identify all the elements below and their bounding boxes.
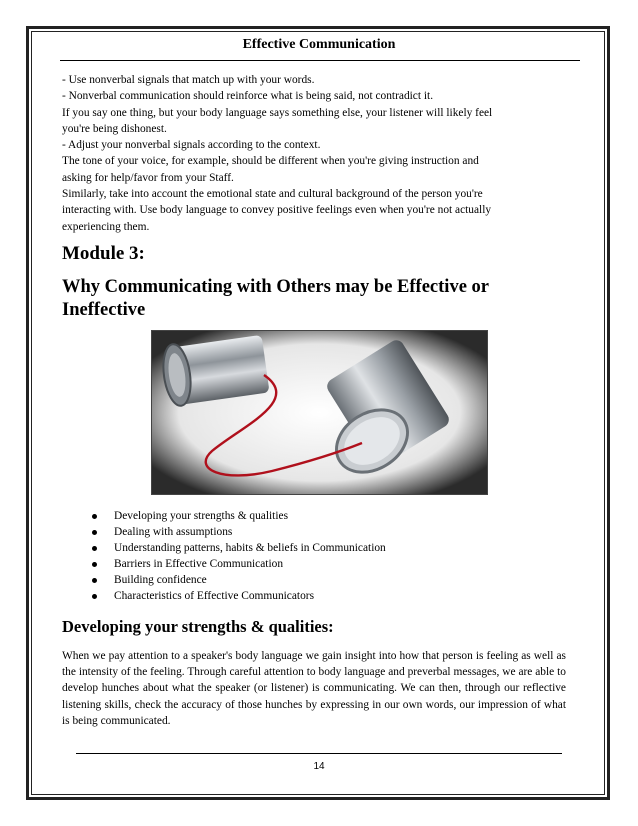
list-item: Dealing with assumptions <box>92 525 386 541</box>
bullet-icon <box>92 578 97 583</box>
list-item: Building confidence <box>92 573 386 589</box>
intro-line: - Nonverbal communication should reinforce what is being said, not contradict it. <box>62 90 434 103</box>
intro-line: - Adjust your nonverbal signals according to the context. <box>62 139 321 152</box>
list-item: Understanding patterns, habits & beliefs in Communication <box>92 541 386 557</box>
intro-line: - Use nonverbal signals that match up with your words. <box>62 74 315 86</box>
section-body: When we pay attention to a speaker's body language we gain insight into how that person is feeling as well as the intensity of the feeling. Through careful attention to body language and preverbal messages, we are able to develop hunches about what the speaker (or listener) is communicating. We can then, through our reflective listening skills, check the accuracy of those hunches by expressing in our own words, our impression of what is being communicated. <box>62 650 566 727</box>
intro-line: asking for help/favor from your Staff. <box>62 171 234 184</box>
header-rule <box>60 60 580 61</box>
footer-rule <box>76 753 562 754</box>
list-item: Characteristics of Effective Communicators <box>92 589 386 605</box>
page-number: 14 <box>313 761 325 772</box>
section-title: Developing your strengths & qualities: <box>62 617 334 636</box>
intro-text <box>62 72 572 235</box>
bullet-icon <box>92 562 97 567</box>
intro-line: interacting with. Use body language to convey positive feelings even when you're not actually <box>62 204 492 217</box>
bullet-icon <box>92 594 97 599</box>
topic-list <box>92 509 386 604</box>
bullet-icon <box>92 530 97 535</box>
bullet-icon <box>92 546 97 551</box>
tin-can-telephone-image <box>151 330 488 495</box>
module-title: Module 3: <box>62 243 145 264</box>
bullet-icon <box>92 514 97 519</box>
intro-line: you're being dishonest. <box>62 122 167 135</box>
list-item: Developing your strengths & qualities <box>92 509 386 525</box>
intro-line: Similarly, take into account the emotional state and cultural background of the person you're <box>62 188 483 201</box>
tin-can-illustration <box>152 331 487 494</box>
running-header: Effective Communication <box>242 37 396 52</box>
intro-line: experiencing them. <box>62 220 150 233</box>
intro-line: The tone of your voice, for example, should be different when you're giving instruction and <box>62 155 479 168</box>
intro-line: If you say one thing, but your body language says something else, your listener will likely feel <box>62 106 493 119</box>
module-subtitle: Why Communicating with Others may be Effective or Ineffective <box>62 277 489 320</box>
list-item: Barriers in Effective Communication <box>92 557 386 573</box>
